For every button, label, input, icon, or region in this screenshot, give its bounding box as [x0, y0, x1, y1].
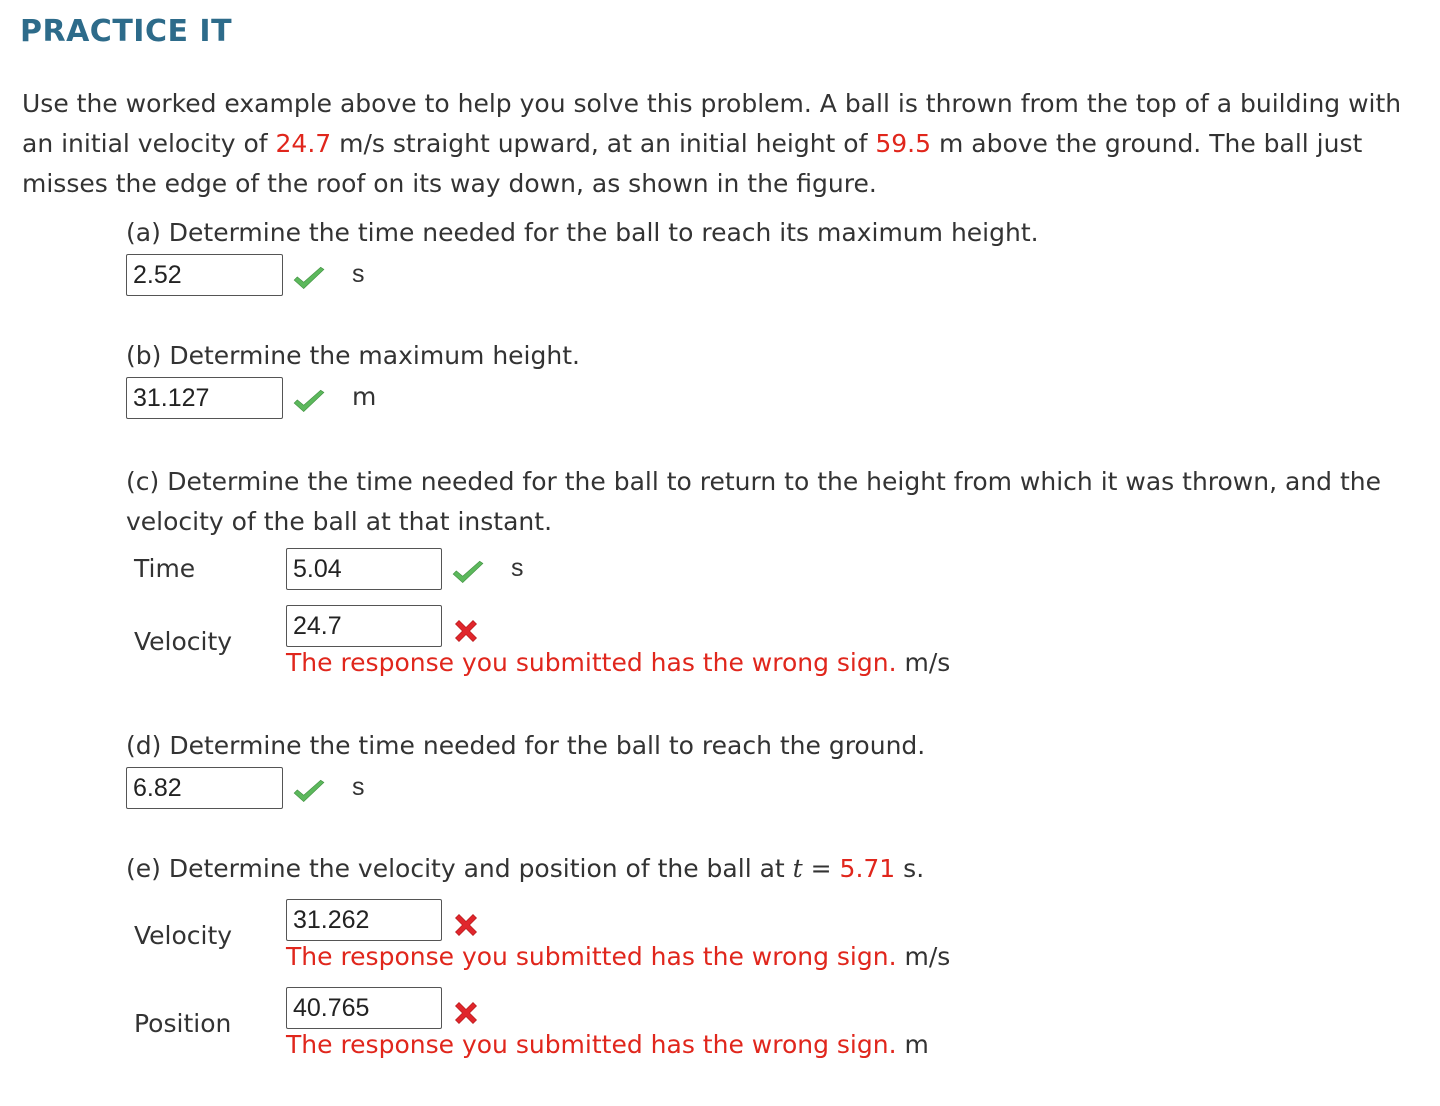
- time-variable: t: [792, 854, 803, 883]
- intro-text-1: Use the worked example above to help you solve this problem. A ball is thrown from the top of a building with an initial velocity of: [22, 89, 1402, 158]
- part-e-velocity-label: Velocity: [134, 921, 233, 950]
- part-b-answer-input[interactable]: [126, 377, 283, 419]
- intro-text-2: m/s straight upward, at an initial height of: [331, 129, 876, 158]
- feedback-message: The response you submitted has the wrong sign.: [286, 1030, 897, 1059]
- incorrect-x-icon: [452, 617, 480, 645]
- part-e-position-label: Position: [134, 1009, 232, 1038]
- equals-sign: =: [802, 854, 840, 883]
- part-c-question: (c) Determine the time needed for the ball to return to the height from which it was thrown, and the velocity of the ball at that instant.: [126, 467, 1382, 536]
- part-e-position-unit: m: [904, 1030, 929, 1059]
- part-c-velocity-label: Velocity: [134, 627, 233, 656]
- part-c-time-input[interactable]: [286, 548, 442, 590]
- correct-check-icon: [292, 779, 326, 805]
- part-e-position-feedback: [286, 1030, 929, 1059]
- correct-check-icon: [292, 389, 326, 415]
- part-c-velocity-feedback: [286, 648, 950, 677]
- correct-check-icon: [451, 560, 485, 586]
- part-e-question: [126, 854, 924, 883]
- problem-statement: [22, 84, 1422, 204]
- part-e-question-text-1: (e) Determine the velocity and position of the ball at: [126, 854, 793, 883]
- part-e-position-input[interactable]: [286, 987, 442, 1029]
- initial-height-value: 59.5: [875, 129, 932, 158]
- part-e-question-text-2: s.: [895, 854, 925, 883]
- part-c-velocity-input[interactable]: [286, 605, 442, 647]
- part-e-velocity-input[interactable]: [286, 899, 442, 941]
- initial-velocity-value: 24.7: [275, 129, 332, 158]
- part-e-velocity-feedback: [286, 942, 950, 971]
- feedback-message: The response you submitted has the wrong sign.: [286, 942, 897, 971]
- part-a-answer-input[interactable]: [126, 254, 283, 296]
- part-c-time-label: Time: [134, 554, 196, 583]
- part-b-question: (b) Determine the maximum height.: [126, 341, 580, 370]
- incorrect-x-icon: [452, 999, 480, 1027]
- part-b-unit: m: [352, 382, 377, 411]
- part-d-answer-input[interactable]: [126, 767, 283, 809]
- part-d-unit: s: [352, 773, 365, 801]
- part-c-velocity-unit: m/s: [904, 648, 951, 677]
- part-a-question: (a) Determine the time needed for the ball to reach its maximum height.: [126, 218, 1039, 247]
- part-d-question: (d) Determine the time needed for the ball to reach the ground.: [126, 731, 926, 760]
- part-e-velocity-unit: m/s: [904, 942, 951, 971]
- feedback-message: The response you submitted has the wrong sign.: [286, 648, 897, 677]
- incorrect-x-icon: [452, 911, 480, 939]
- page-title: PRACTICE IT: [20, 14, 233, 49]
- intro-text-3: m above the ground. The ball just misses the edge of the roof on its way down, as shown in the figure.: [22, 129, 1363, 198]
- part-a-unit: s: [352, 260, 365, 288]
- correct-check-icon: [292, 266, 326, 292]
- part-e-time-value: 5.71: [839, 854, 896, 883]
- part-c-time-unit: s: [511, 554, 524, 582]
